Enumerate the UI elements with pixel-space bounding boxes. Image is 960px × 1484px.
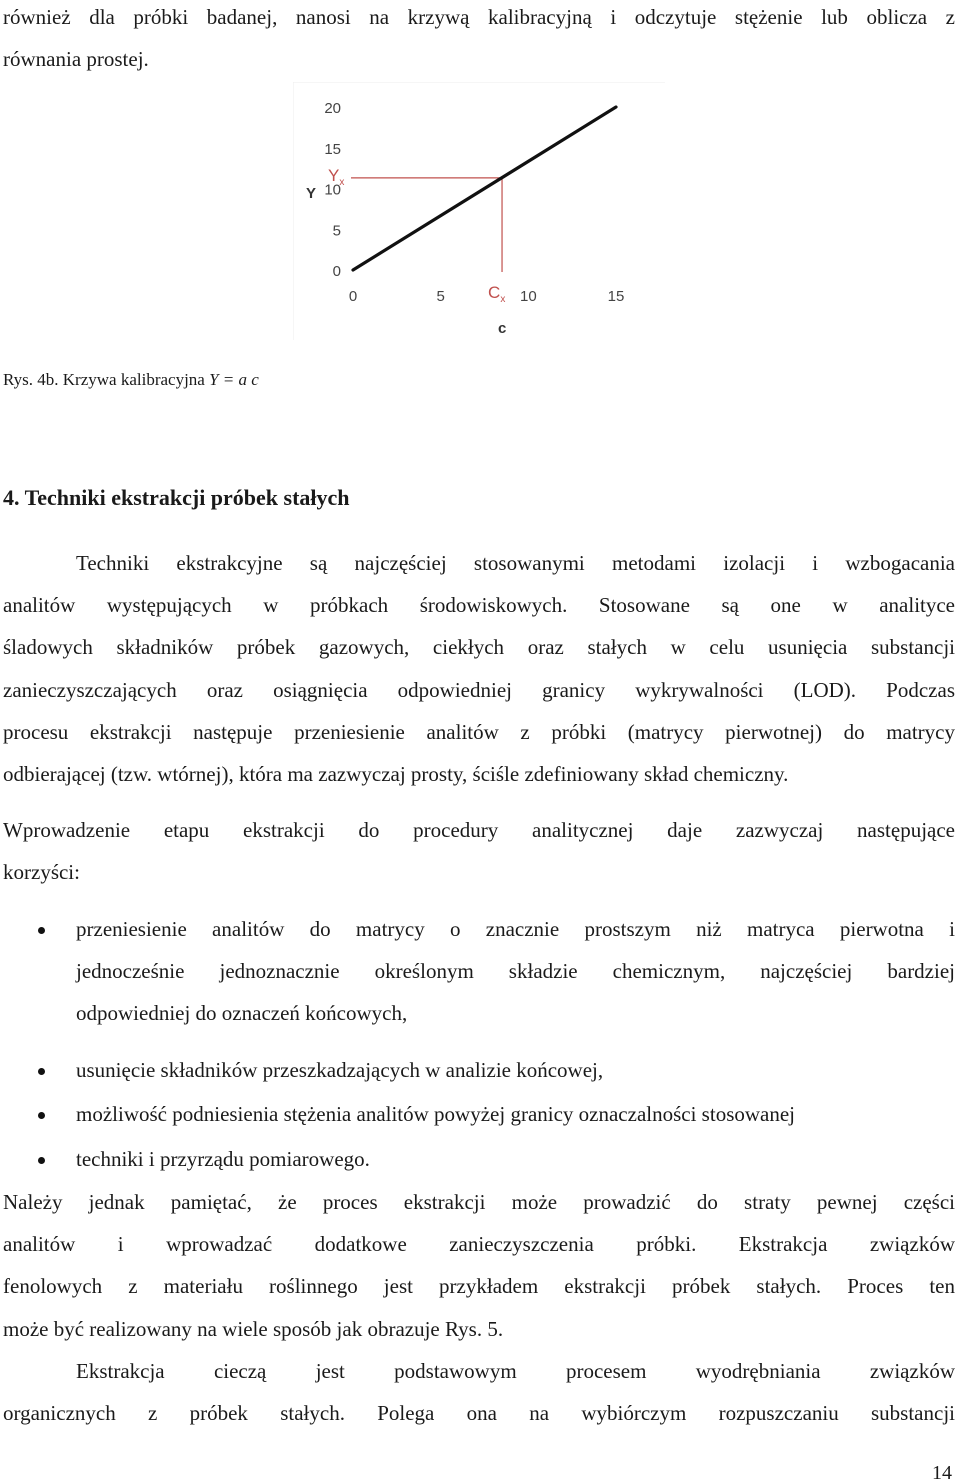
calibration-chart bbox=[293, 82, 665, 340]
p2-line-1: Wprowadzenie etapu ekstrakcji do procedury analitycznej daje zazwyczaj następujące bbox=[3, 818, 955, 842]
p3-line-2: analitów i wprowadzać dodatkowe zanieczyszczenia próbki. Ekstrakcja związków bbox=[3, 1232, 955, 1256]
p1-line-1: Techniki ekstrakcyjne są najczęściej stosowanymi metodami izolacji i wzbogacania bbox=[76, 551, 955, 575]
bullet-4-line-1: techniki i przyrządu pomiarowego. bbox=[76, 1147, 370, 1171]
x-tick-label: 0 bbox=[348, 288, 358, 305]
y-tick-label: 5 bbox=[332, 222, 341, 240]
bullet-marker bbox=[38, 927, 45, 934]
y-tick-label: 15 bbox=[324, 140, 341, 158]
bullet-marker bbox=[38, 1157, 45, 1164]
x-tick-label: 5 bbox=[436, 288, 445, 305]
bullet-1-line-1: przeniesienie analitów do matrycy o znacznie prostszym niż matryca pierwotna i bbox=[76, 917, 955, 941]
y-marker-subscript: x bbox=[339, 176, 345, 188]
y-axis-label: Y bbox=[306, 184, 317, 202]
x-axis-label: c bbox=[498, 320, 507, 337]
bullet-marker bbox=[38, 1068, 45, 1075]
page-number: 14 bbox=[932, 1462, 952, 1484]
y-marker-label: $Y_x$ bbox=[328, 165, 345, 188]
x-marker-label: $C_x$ bbox=[488, 283, 506, 305]
intro-line-2: równania prostej. bbox=[3, 47, 149, 71]
bullet-1-line-2: jednocześnie jednoznacznie określonym składzie chemicznym, najczęściej bardziej bbox=[76, 959, 955, 983]
x-tick-label: 15 bbox=[607, 288, 625, 305]
x-tick-label: 10 bbox=[519, 288, 537, 305]
bullet-2-line-1: usunięcie składników przeszkadzających w analizie końcowej, bbox=[76, 1058, 604, 1082]
p1-line-2: analitów występujących w próbkach środowiskowych. Stosowane są one w analityce bbox=[3, 593, 955, 617]
series-line bbox=[353, 107, 616, 270]
bullet-1-line-3: odpowiedniej do oznaczeń końcowych, bbox=[76, 1001, 408, 1025]
p3-line-4: może być realizowany na wiele sposób jak obrazuje Rys. 5. bbox=[3, 1317, 504, 1341]
y-tick-label: 0 bbox=[332, 263, 341, 280]
x-marker-subscript: x bbox=[500, 294, 506, 305]
figure-caption bbox=[3, 368, 259, 392]
caption-formula: Y = a c bbox=[209, 370, 259, 389]
p1-line-4: zanieczyszczających oraz osiągnięcia odpowiedniej granicy wykrywalności (LOD). Podczas bbox=[3, 678, 955, 702]
p1-line-5: procesu ekstrakcji następuje przeniesienie analitów z próbki (matrycy pierwotnej) do matrycy bbox=[3, 720, 955, 744]
intro-line-1: również dla próbki badanej, nanosi na krzywą kalibracyjną i odczytuje stężenie lub oblicza z bbox=[3, 5, 955, 29]
p4-line-1: Ekstrakcja cieczą jest podstawowym procesem wyodrębniania związków bbox=[76, 1359, 955, 1383]
p1-line-3: śladowych składników próbek gazowych, ciekłych oraz stałych w celu usunięcia substancji bbox=[3, 635, 955, 659]
p3-line-3: fenolowych z materiału roślinnego jest przykładem ekstrakcji próbek stałych. Proces ten bbox=[3, 1274, 955, 1298]
bullet-marker bbox=[38, 1112, 45, 1119]
bullet-3-line-1: możliwość podniesienia stężenia analitów powyżej granicy oznaczalności stosowanej bbox=[76, 1102, 796, 1126]
section-heading: 4. Techniki ekstrakcji próbek stałych bbox=[3, 485, 350, 510]
caption-prefix: Rys. 4b. Krzywa kalibracyjna bbox=[3, 370, 210, 389]
p3-line-1: Należy jednak pamiętać, że proces ekstrakcji może prowadzić do straty pewnej części bbox=[3, 1190, 955, 1214]
y-tick-label: 20 bbox=[324, 100, 341, 117]
p2-line-2: korzyści: bbox=[3, 860, 80, 884]
p4-line-2: organicznych z próbek stałych. Polega ona na wybiórczym rozpuszczaniu substancji bbox=[3, 1401, 955, 1425]
p1-line-6: odbierającej (tzw. wtórnej), która ma zazwyczaj prosty, ściśle zdefiniowany skład chemiczny. bbox=[3, 762, 789, 786]
y-tick-label: 10 bbox=[324, 181, 341, 199]
